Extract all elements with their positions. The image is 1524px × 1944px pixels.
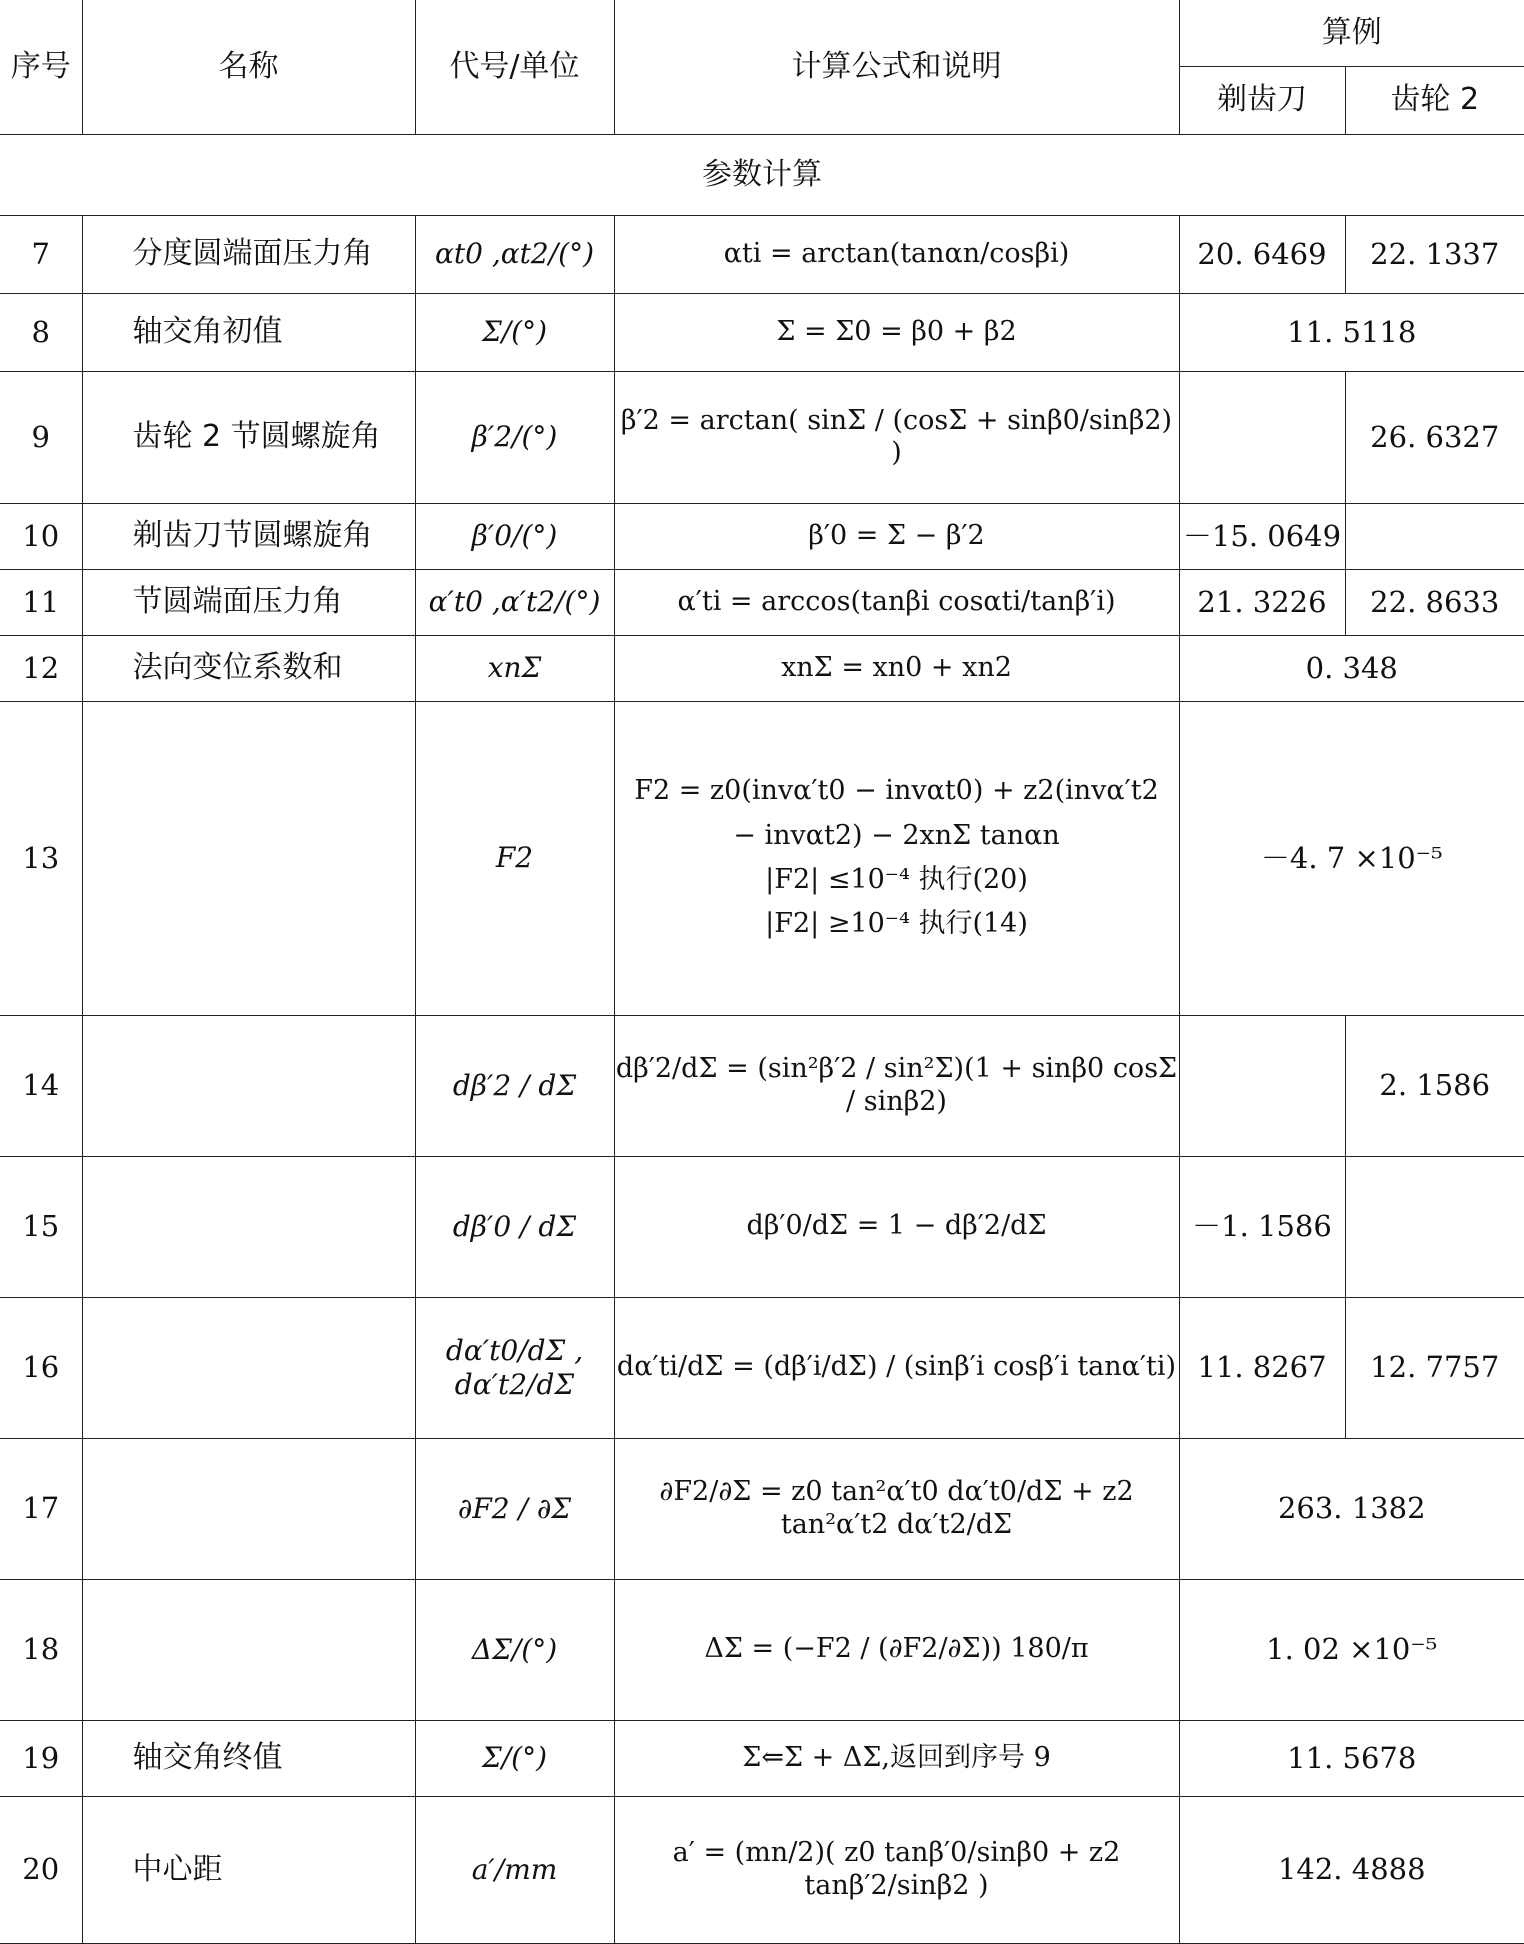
row-value-combined: 263. 1382 (1179, 1438, 1524, 1579)
row-symbol: a′/mm (415, 1796, 614, 1943)
table-row (0, 1015, 1524, 1156)
table-row (0, 503, 1524, 569)
table-row (0, 215, 1524, 293)
header-shaver: 剃齿刀 (1179, 66, 1345, 134)
row-formula: dβ′0/dΣ = 1 − dβ′2/dΣ (614, 1156, 1179, 1297)
row-value-shaver: －1. 1586 (1179, 1156, 1345, 1297)
row-seq: 11 (0, 569, 82, 635)
row-seq: 8 (0, 293, 82, 371)
row-formula: β′2 = arctan( sinΣ / (cosΣ + sinβ0/sinβ2) ) (614, 371, 1179, 503)
row-seq: 7 (0, 215, 82, 293)
row-value-shaver (1179, 371, 1345, 503)
row-name (82, 1579, 415, 1720)
row-symbol: F2 (415, 701, 614, 1015)
row-value-gear2: 12. 7757 (1345, 1297, 1524, 1438)
row-symbol: dβ′2 / dΣ (415, 1015, 614, 1156)
row-formula: β′0 = Σ − β′2 (614, 503, 1179, 569)
row-formula: Σ = Σ0 = β0 + β2 (614, 293, 1179, 371)
row-symbol: xnΣ (415, 635, 614, 701)
row-value-shaver: 21. 3226 (1179, 569, 1345, 635)
row-name (82, 1438, 415, 1579)
table-row (0, 569, 1524, 635)
formula-line: |F2| ≤10⁻⁴ 执行(20) (765, 864, 1028, 895)
table-row (0, 371, 1524, 503)
row-name: 中心距 (82, 1796, 415, 1943)
row-formula: Σ⇐Σ + ΔΣ,返回到序号 9 (614, 1720, 1179, 1796)
row-value-combined: 1. 02 ×10⁻⁵ (1179, 1579, 1524, 1720)
table-row (0, 1579, 1524, 1720)
row-value-gear2 (1345, 503, 1524, 569)
row-value-gear2: 22. 8633 (1345, 569, 1524, 635)
row-name (82, 1297, 415, 1438)
row-formula: ∂F2/∂Σ = z0 tan²α′t0 dα′t0/dΣ + z2 tan²α′t2 dα′t2/dΣ (614, 1438, 1179, 1579)
header-gear2: 齿轮 2 (1345, 66, 1524, 134)
row-symbol: Σ/(°) (415, 1720, 614, 1796)
section-title: 参数计算 (0, 134, 1524, 215)
formula-line: − invαt2) − 2xnΣ tanαn (733, 819, 1060, 851)
row-seq: 14 (0, 1015, 82, 1156)
row-value-combined: 142. 4888 (1179, 1796, 1524, 1943)
header-name: 名称 (82, 0, 415, 134)
row-value-combined: 0. 348 (1179, 635, 1524, 701)
row-symbol: Σ/(°) (415, 293, 614, 371)
row-value-shaver: 20. 6469 (1179, 215, 1345, 293)
row-formula: α′ti = arccos(tanβi cosαti/tanβ′i) (614, 569, 1179, 635)
row-formula: dα′ti/dΣ = (dβ′i/dΣ) / (sinβ′i cosβ′i tanα′ti) (614, 1297, 1179, 1438)
row-name: 剃齿刀节圆螺旋角 (82, 503, 415, 569)
row-formula: αti = arctan(tanαn/cosβi) (614, 215, 1179, 293)
table-row (0, 701, 1524, 1015)
header-example: 算例 (1179, 0, 1524, 66)
header-symbol: 代号/单位 (415, 0, 614, 134)
row-name: 节圆端面压力角 (82, 569, 415, 635)
row-seq: 18 (0, 1579, 82, 1720)
row-seq: 15 (0, 1156, 82, 1297)
row-symbol: β′2/(°) (415, 371, 614, 503)
row-formula: xnΣ = xn0 + xn2 (614, 635, 1179, 701)
row-seq: 10 (0, 503, 82, 569)
row-name: 轴交角初值 (82, 293, 415, 371)
row-value-gear2: 22. 1337 (1345, 215, 1524, 293)
row-seq: 16 (0, 1297, 82, 1438)
row-formula (614, 701, 1179, 1015)
row-value-combined: 11. 5118 (1179, 293, 1524, 371)
row-symbol: α′t0 ,α′t2/(°) (415, 569, 614, 635)
row-value-combined: 11. 5678 (1179, 1720, 1524, 1796)
row-seq: 17 (0, 1438, 82, 1579)
row-symbol: αt0 ,αt2/(°) (415, 215, 614, 293)
row-seq: 9 (0, 371, 82, 503)
row-symbol: dα′t0/dΣ , dα′t2/dΣ (415, 1297, 614, 1438)
table-row (0, 1438, 1524, 1579)
row-value-gear2: 26. 6327 (1345, 371, 1524, 503)
table-row (0, 1156, 1524, 1297)
row-value-gear2: 2. 1586 (1345, 1015, 1524, 1156)
table-row (0, 1796, 1524, 1943)
header-seq: 序号 (0, 0, 82, 134)
table-row (0, 293, 1524, 371)
row-name: 齿轮 2 节圆螺旋角 (82, 371, 415, 503)
formula-line: |F2| ≥10⁻⁴ 执行(14) (765, 908, 1028, 940)
row-value-shaver (1179, 1015, 1345, 1156)
row-name: 分度圆端面压力角 (82, 215, 415, 293)
row-value-shaver: 11. 8267 (1179, 1297, 1345, 1438)
row-formula: ΔΣ = (−F2 / (∂F2/∂Σ)) 180/π (614, 1579, 1179, 1720)
header-formula: 计算公式和说明 (614, 0, 1179, 134)
table-row (0, 635, 1524, 701)
row-seq: 19 (0, 1720, 82, 1796)
row-name (82, 1156, 415, 1297)
row-value-combined: －4. 7 ×10⁻⁵ (1179, 701, 1524, 1015)
row-symbol: dβ′0 / dΣ (415, 1156, 614, 1297)
row-name: 轴交角终值 (82, 1720, 415, 1796)
row-formula: a′ = (mn/2)( z0 tanβ′0/sinβ0 + z2 tanβ′2/sinβ2 ) (614, 1796, 1179, 1943)
row-name (82, 701, 415, 1015)
row-value-shaver: －15. 0649 (1179, 503, 1345, 569)
table-row (0, 1720, 1524, 1796)
table-row (0, 1297, 1524, 1438)
row-name: 法向变位系数和 (82, 635, 415, 701)
row-symbol: ∂F2 / ∂Σ (415, 1438, 614, 1579)
row-symbol: ΔΣ/(°) (415, 1579, 614, 1720)
formula-line: F2 = z0(invα′t0 − invαt0) + z2(invα′t2 (634, 775, 1159, 807)
row-symbol: β′0/(°) (415, 503, 614, 569)
row-formula: dβ′2/dΣ = (sin²β′2 / sin²Σ)(1 + sinβ0 cosΣ / sinβ2) (614, 1015, 1179, 1156)
row-value-gear2 (1345, 1156, 1524, 1297)
row-seq: 20 (0, 1796, 82, 1943)
row-seq: 13 (0, 701, 82, 1015)
row-seq: 12 (0, 635, 82, 701)
row-name (82, 1015, 415, 1156)
